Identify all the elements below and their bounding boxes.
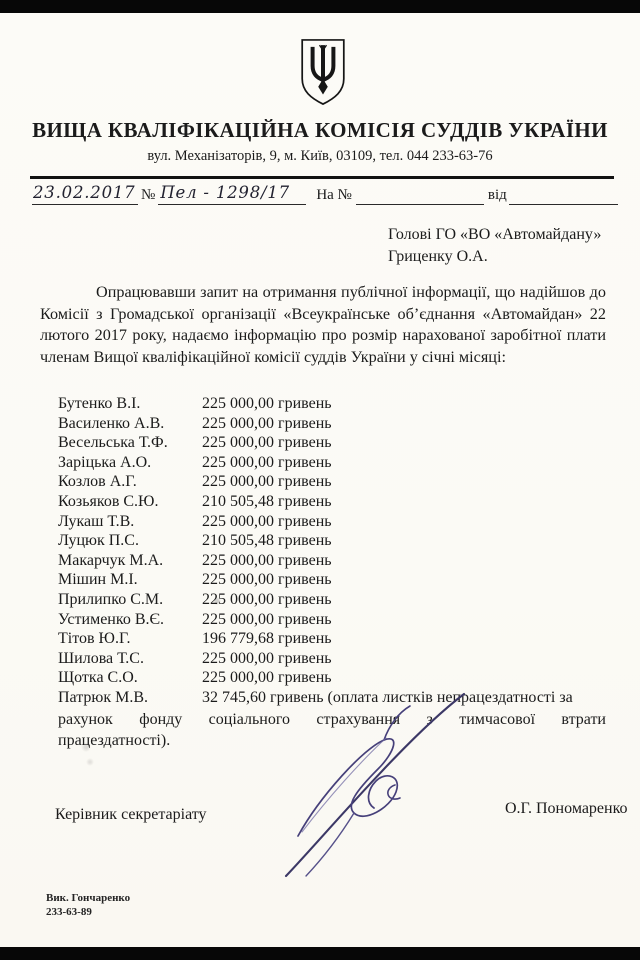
salary-row: [58, 433, 478, 453]
employee-name: Бутенко В.І.: [58, 395, 141, 412]
date-handwritten: 23.02.2017: [33, 183, 136, 202]
salary-amount: 225 000,00 гривень: [202, 610, 332, 628]
executor-name: Вик. Гончаренко: [46, 892, 131, 904]
salary-amount: 225 000,00 гривень: [202, 473, 332, 491]
executor-phone: 233-63-89: [46, 906, 92, 918]
outgoing-number-field: [158, 183, 306, 205]
salary-row: [58, 414, 478, 434]
salary-amount: 225 000,00 гривень: [202, 512, 332, 530]
outgoing-number-handwritten: Пел - 1298/17: [160, 183, 290, 202]
salary-amount: 225 000,00 гривень: [202, 669, 332, 687]
salary-amount: 225 000,00 гривень: [202, 395, 332, 412]
employee-name: Щотка С.О.: [58, 669, 138, 687]
salary-amount: 225 000,00 гривень: [202, 649, 332, 667]
vid-label: від: [487, 187, 507, 203]
patryuk-amount-note: 32 745,60 гривень (оплата листків непрацездатності за: [202, 689, 573, 706]
salary-table: [58, 394, 478, 688]
date-field: [32, 183, 138, 205]
scan-bottom-edge: [0, 947, 640, 960]
salary-amount: 225 000,00 гривень: [202, 590, 332, 608]
org-address: вул. Механізаторів, 9, м. Київ, 03109, тел. 044 233-63-76: [147, 148, 493, 164]
employee-name: Устименко В.Є.: [58, 610, 165, 628]
employee-name: Луцюк П.С.: [58, 532, 139, 550]
signer-title: Керівник секретаріату: [55, 806, 207, 823]
salary-row: [58, 590, 478, 610]
salary-amount: 225 000,00 гривень: [202, 414, 332, 432]
salary-amount: 225 000,00 гривень: [202, 434, 332, 452]
salary-row: [58, 668, 478, 688]
na-no-blank: [356, 183, 484, 205]
salary-amount: 196 779,68 гривень: [202, 630, 332, 648]
salary-row: [58, 531, 478, 551]
salary-row: [58, 512, 478, 532]
org-name-title: ВИЩА КВАЛІФІКАЦІЙНА КОМІСІЯ СУДДІВ УКРАЇНИ: [32, 118, 608, 142]
salary-row: [58, 629, 478, 649]
salary-amount: 210 505,48 гривень: [202, 532, 332, 550]
patryuk-note-middle: рахунок фонду соціального страхування з тимчасової втрати: [58, 710, 606, 728]
recipient-line1: Голові ГО «ВО «Автомайдану»: [388, 226, 602, 243]
employee-name: Василенко А.В.: [58, 414, 165, 432]
employee-name: Весельська Т.Ф.: [58, 434, 168, 452]
employee-name: Заріцька А.О.: [58, 453, 152, 471]
recipient-line2: Гриценку О.А.: [388, 248, 488, 265]
salary-row: [58, 472, 478, 492]
employee-name: Лукаш Т.В.: [58, 512, 135, 530]
recipient-block: [388, 224, 601, 268]
scan-top-edge: [0, 0, 640, 13]
salary-row: [58, 453, 478, 473]
salary-row: [58, 610, 478, 630]
employee-name: Тітов Ю.Г.: [58, 630, 131, 648]
na-no-label: На №: [316, 187, 352, 203]
salary-row: [58, 551, 478, 571]
salary-amount: 225 000,00 гривень: [202, 571, 332, 589]
vid-blank: [509, 183, 618, 205]
salary-row: [58, 570, 478, 590]
coat-of-arms-icon: [297, 36, 349, 108]
employee-name: Патрюк М.В.: [58, 689, 149, 706]
salary-amount: 225 000,00 гривень: [202, 453, 332, 471]
employee-name: Макарчук М.А.: [58, 551, 164, 569]
salary-row: [58, 649, 478, 669]
signature-scribble: [268, 686, 472, 884]
salary-row: [58, 394, 478, 414]
body-paragraph: Опрацювавши запит на отримання публічної інформації, що надійшов до Комісії з Громадської організації «Всеукраїнське об’єднання «Автомайдан» 22 лютого 2017 року, надаємо інформацію про розмір нарахованої заробітної плати членам Вищої кваліфікаційної комісії суддів України у січні місяці:: [40, 283, 606, 367]
footer-executor-block: [46, 891, 130, 919]
number-sign-label: №: [141, 187, 156, 203]
patryuk-note-end: працездатності).: [58, 732, 171, 750]
employee-name: Прилипко С.М.: [58, 590, 164, 608]
employee-name: Мішин М.І.: [58, 571, 138, 589]
employee-name: Козьяков С.Ю.: [58, 492, 159, 510]
salary-amount: 210 505,48 гривень: [202, 492, 332, 510]
employee-name: Шилова Т.С.: [58, 649, 144, 667]
salary-row: [58, 492, 478, 512]
employee-name: Козлов А.Г.: [58, 473, 137, 491]
salary-amount: 225 000,00 гривень: [202, 551, 332, 569]
reference-line: [32, 179, 618, 205]
signer-name: О.Г. Пономаренко: [505, 800, 628, 817]
